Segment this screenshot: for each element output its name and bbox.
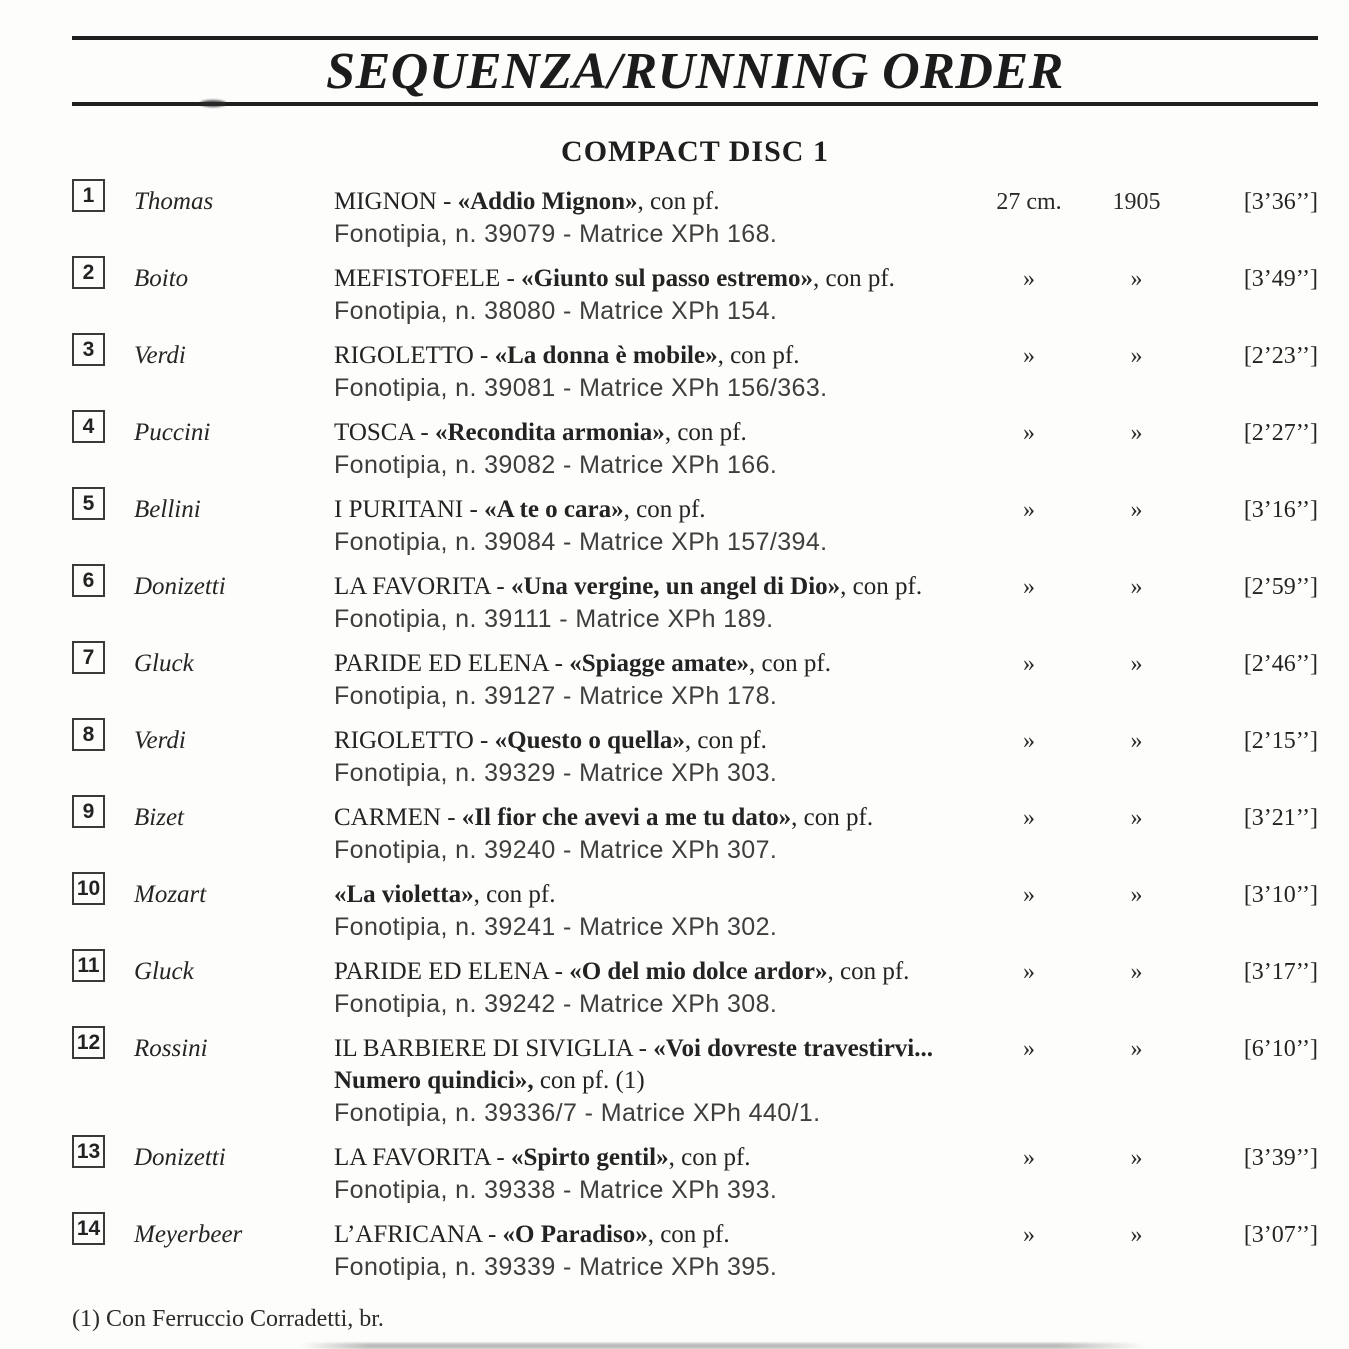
aria-title: «Spirto gentil» [510,1144,669,1171]
aria-title: «Addio Mignon» [457,188,638,215]
catalog-line: Fonotipia, n. 39242 - Matrice XPh 308. [334,990,778,1018]
opera-title: CARMEN - [334,804,462,831]
footnote: (1) Con Ferruccio Corradetti, br. [72,1306,384,1332]
track-number-cell [72,722,134,789]
opera-title: TOSCA - [334,419,435,446]
catalog-line: Fonotipia, n. 39127 - Matrice XPh 178. [334,682,778,710]
aria-title: «Recondita armonia» [434,419,665,446]
catalog-line: Fonotipia, n. 39082 - Matrice XPh 166. [334,451,778,479]
opera-title: PARIDE ED ELENA - [334,650,570,677]
record-size: » [1023,343,1035,369]
aria-title: «Spiagge amate» [569,650,750,677]
aria-title: «A te o cara» [484,496,624,523]
track-duration: [3’21’’] [1243,805,1318,831]
track-duration: [3’36’’] [1243,189,1318,215]
recording-year: » [1130,343,1143,369]
track-number: 12 [72,1026,105,1059]
track-title-cell [334,571,979,635]
track-row [72,953,1318,1020]
recording-year: » [1130,651,1143,677]
track-title-cell [334,648,979,712]
recording-year: » [1130,1036,1143,1062]
track-duration: [3’17’’] [1243,959,1318,985]
recording-year: » [1130,882,1143,908]
aria-title: «Voi dovreste travestirvi... [653,1035,933,1062]
aria-title: «Una vergine, un angel di Dio» [510,573,841,600]
track-title-line1 [334,1142,979,1174]
track-number-cell [72,491,134,558]
opera-title: MIGNON - [334,188,458,215]
track-row [72,1030,1318,1129]
record-size: » [1023,1036,1035,1062]
page-edge-shadow [300,1343,1145,1349]
track-title-line1 [334,879,979,911]
composer-name: Mozart [134,881,207,908]
record-size: » [1023,805,1035,831]
opera-title: MEFISTOFELE - [334,265,522,292]
track-list [72,183,1318,1283]
track-row [72,568,1318,635]
track-number-cell [72,953,134,1020]
composer-name: Verdi [134,727,186,754]
track-row [72,414,1318,481]
composer-name: Puccini [134,419,211,446]
recording-year: » [1130,959,1143,985]
track-number-cell [72,337,134,404]
composer-name: Rossini [134,1035,208,1062]
track-number: 9 [72,795,105,828]
record-size: » [1023,1222,1035,1248]
track-title-line1 [334,648,979,680]
track-title-line1 [334,340,979,372]
title-suffix: , con pf. [840,573,923,600]
record-size: » [1023,728,1035,754]
track-title-cell [334,263,979,327]
opera-title: L’AFRICANA - [334,1221,503,1248]
title-suffix: , con pf. [749,650,831,677]
recording-year: » [1130,420,1143,446]
title-suffix: , con pf. [473,881,556,908]
track-number: 14 [72,1212,105,1245]
track-title-line1 [334,802,979,834]
track-duration: [3’07’’] [1243,1222,1318,1248]
track-title-line1 [334,186,979,218]
track-title-line1 [334,417,979,449]
recording-year: » [1130,266,1143,292]
track-number: 2 [72,256,105,289]
opera-title: RIGOLETTO - [334,342,495,369]
track-row [72,876,1318,943]
track-title-cell [334,1142,979,1206]
track-title-cell [334,802,979,866]
recording-year: » [1130,1145,1143,1171]
track-row [72,183,1318,250]
title-suffix: , con pf. [637,188,720,215]
opera-title: PARIDE ED ELENA - [334,958,570,985]
track-duration: [2’15’’] [1243,728,1318,754]
catalog-line: Fonotipia, n. 39339 - Matrice XPh 395. [334,1253,778,1281]
track-number: 11 [72,949,105,982]
catalog-line: Fonotipia, n. 39240 - Matrice XPh 307. [334,836,778,864]
composer-name: Bizet [134,804,184,831]
track-number-cell [72,1216,134,1283]
track-title-line1 [334,956,979,988]
track-row [72,337,1318,404]
record-size: » [1023,882,1035,908]
track-title-cell [334,956,979,1020]
composer-name: Meyerbeer [134,1221,243,1248]
opera-title: RIGOLETTO - [334,727,495,754]
track-row [72,1139,1318,1206]
aria-title: «O del mio dolce ardor» [569,958,828,985]
title-suffix: , con pf. [684,727,767,754]
track-row [72,491,1318,558]
opera-title: IL BARBIERE DI SIVIGLIA - [334,1035,654,1062]
recording-year: » [1130,497,1143,523]
catalog-line: Fonotipia, n. 39241 - Matrice XPh 302. [334,913,778,941]
catalog-line: Fonotipia, n. 39079 - Matrice XPh 168. [334,220,778,248]
recording-year: » [1130,574,1143,600]
track-number: 5 [72,487,105,520]
track-duration: [6’10’’] [1243,1036,1318,1062]
track-title-line2 [334,1065,979,1097]
title-suffix: , con pf. [668,1144,751,1171]
recording-year: » [1130,728,1143,754]
track-number: 1 [72,179,105,212]
page-header [72,36,1318,168]
track-title-line1 [334,1033,979,1065]
track-title-line1 [334,263,979,295]
aria-title: «La donna è mobile» [494,342,718,369]
composer-name: Gluck [134,958,194,985]
track-title-cell [334,417,979,481]
catalog-line: Fonotipia, n. 39084 - Matrice XPh 157/394. [334,528,828,556]
record-size: » [1023,651,1035,677]
title-suffix: , con pf. [813,265,895,292]
record-size: » [1023,574,1035,600]
track-duration: [3’49’’] [1243,266,1318,292]
track-number: 7 [72,641,105,674]
catalog-line: Fonotipia, n. 39111 - Matrice XPh 189. [334,605,774,633]
title-suffix-line2: con pf. (1) [533,1067,645,1094]
catalog-line: Fonotipia, n. 39336/7 - Matrice XPh 440/1. [334,1099,821,1127]
track-title-line1 [334,1219,979,1251]
record-size: » [1023,959,1035,985]
track-number: 6 [72,564,105,597]
composer-name: Bellini [134,496,201,523]
track-number-cell [72,1030,134,1129]
track-duration: [2’23’’] [1243,343,1318,369]
track-number-cell [72,799,134,866]
track-number-cell [72,183,134,250]
composer-name: Donizetti [134,1144,226,1171]
track-number: 13 [72,1135,105,1168]
aria-title: «O Paradiso» [502,1221,648,1248]
aria-title: «Questo o quella» [494,727,685,754]
track-title-line1 [334,725,979,757]
track-row [72,645,1318,712]
record-size: 27 cm. [996,189,1062,215]
record-size: » [1023,1145,1035,1171]
aria-title-continued: Numero quindici», [334,1067,534,1094]
composer-name: Donizetti [134,573,226,600]
track-title-cell [334,1033,979,1129]
disc-heading: COMPACT DISC 1 [561,135,829,168]
track-row [72,722,1318,789]
title-suffix: , con pf. [647,1221,730,1248]
track-title-line1 [334,571,979,603]
catalog-line: Fonotipia, n. 39329 - Matrice XPh 303. [334,759,778,787]
track-title-cell [334,186,979,250]
record-size: » [1023,420,1035,446]
title-suffix: , con pf. [717,342,800,369]
composer-name: Verdi [134,342,186,369]
track-duration: [2’46’’] [1243,651,1318,677]
catalog-line: Fonotipia, n. 38080 - Matrice XPh 154. [334,297,778,325]
title-rule-block [72,36,1318,106]
track-number: 8 [72,718,105,751]
track-row [72,260,1318,327]
track-title-cell [334,879,979,943]
title-suffix: , con pf. [791,804,874,831]
title-suffix: , con pf. [664,419,747,446]
composer-name: Thomas [134,188,214,215]
track-duration: [2’27’’] [1243,420,1318,446]
composer-name: Gluck [134,650,194,677]
page-content [72,36,1318,1296]
aria-title: «La violetta» [334,881,474,908]
track-title-line1 [334,494,979,526]
track-number-cell [72,1139,134,1206]
track-title-cell [334,1219,979,1283]
track-number-cell [72,876,134,943]
record-size: » [1023,266,1035,292]
track-row [72,799,1318,866]
catalog-line: Fonotipia, n. 39081 - Matrice XPh 156/363. [334,374,828,402]
title-suffix: , con pf. [623,496,706,523]
track-number-cell [72,414,134,481]
catalog-line: Fonotipia, n. 39338 - Matrice XPh 393. [334,1176,778,1204]
track-title-cell [334,494,979,558]
aria-title: «Giunto sul passo estremo» [521,265,813,292]
aria-title: «Il fior che avevi a me tu dato» [461,804,792,831]
composer-name: Boito [134,265,189,292]
track-title-cell [334,340,979,404]
track-row [72,1216,1318,1283]
opera-title: LA FAVORITA - [334,1144,511,1171]
track-number: 10 [72,872,105,905]
recording-year: » [1130,1222,1143,1248]
recording-year: » [1130,805,1143,831]
ink-smudge-artifact [200,100,226,107]
record-size: » [1023,497,1035,523]
track-duration: [3’39’’] [1243,1145,1318,1171]
track-title-cell [334,725,979,789]
title-suffix: , con pf. [827,958,910,985]
track-duration: [3’16’’] [1243,497,1318,523]
track-number-cell [72,568,134,635]
track-number-cell [72,260,134,327]
track-number: 4 [72,410,105,443]
opera-title: LA FAVORITA - [334,573,511,600]
opera-title: I PURITANI - [334,496,485,523]
track-duration: [2’59’’] [1243,574,1318,600]
recording-year: 1905 [1112,189,1161,215]
track-number: 3 [72,333,105,366]
track-number-cell [72,645,134,712]
page-title: SEQUENZA/RUNNING ORDER [326,43,1064,100]
track-duration: [3’10’’] [1243,882,1318,908]
